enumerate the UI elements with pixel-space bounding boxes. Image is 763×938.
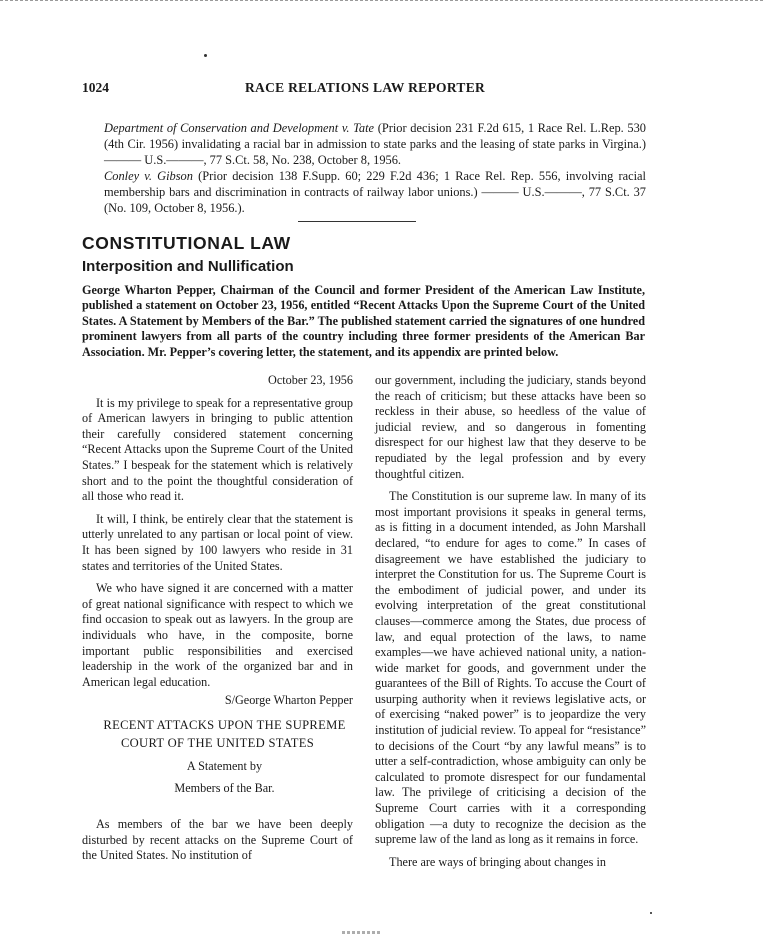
page-number: 1024 bbox=[82, 80, 109, 95]
right-column bbox=[375, 373, 646, 877]
statement-heading: RECENT ATTACKS UPON THE SUPREME COURT OF THE UNITED STATES bbox=[103, 717, 346, 750]
left-column bbox=[82, 373, 353, 871]
paragraph: our government, including the judiciary, stands beyond the reach of criticism; but these attacks have been so reckless in their abuse, so heedless of the value of judicial review, and so dangerous in fomenting disrespect for our highest law that they deserve to be repudiated by the legal profession and by every thoughtful citizen. bbox=[375, 373, 646, 481]
stray-mark bbox=[650, 912, 652, 914]
citation-entry bbox=[104, 120, 646, 168]
case-name: Department of Conservation and Development v. Tate bbox=[104, 121, 375, 135]
paragraph: The Constitution is our supreme law. In many of its most important provisions it speaks in general terms, as is fitting in a document intended, as John Marshall declared, “to endure for ages to come.” In cases of disagreement we have established the judiciary to interpret the Constitution for us. The Supreme Court is the embodiment of judicial power, and under its evolving interpretation of the great constitutional clauses—commerce among the States, due process of law, and equal protection of the laws, to name examples—we have achieved national unity, a nation-wide market for goods, and government under the guarantees of the Bill of Rights. To accuse the Court of usurping authority when it reviews legislative acts, or of exercising “naked power” is to jeopardize the very institution of judicial review. To appeal for “resistance” to decisions of the Court “by any lawful means” is to utter a self-contradiction, whose ambiguity can only be calculated to promote disrespect for our fundamental law. The privilege of criticising a decision of the Supreme Court carries with it a corresponding obligation —a duty to recognize the decision as the supreme law of the land as long as it remains in force. bbox=[375, 489, 646, 847]
section-title: CONSTITUTIONAL LAW bbox=[82, 233, 291, 253]
section-divider bbox=[298, 221, 416, 222]
running-title: RACE RELATIONS LAW REPORTER bbox=[245, 80, 486, 95]
case-name: Conley v. Gibson bbox=[104, 169, 193, 183]
intro-paragraph: George Wharton Pepper, Chairman of the Council and former President of the American Law Institute, published a statement on October 23, 1956, entitled “Recent Attacks Upon the Supreme Court of the United States. A Statement by Members of the Bar.” The published statement carried the signatures of one hundred prominent lawyers from all parts of the country including three former presidents of the American Bar Association. Mr. Pepper’s covering letter, the statement, and its appendix are printed below. bbox=[82, 283, 645, 359]
stray-mark bbox=[204, 54, 207, 57]
paragraph: There are ways of bringing about changes in bbox=[389, 854, 606, 869]
citation-text: (Prior decision 231 F.2d 615, 1 Race Rel. L.Rep. 530 (4th Cir. 1956) invalidating a racial bar in admission to state parks and the leasing of state parks in Virgina.) ——— U.S.———, 77 S.Ct. 58, No. 238, October 8, 1956. bbox=[104, 121, 647, 167]
citation-text: (Prior decision 138 F.Supp. 60; 229 F.2d 436; 1 Race Rel. Rep. 556, involving racial membership bars and discrimination in contracts of railway labor unions.) ——— U.S.———, 77 S.Ct. 37 (No. 109, October 8, 1956.). bbox=[104, 169, 646, 215]
paragraph: As members of the bar we have been deeply disturbed by recent attacks on the Supreme Court of the United States. No institution of bbox=[82, 817, 353, 863]
citation-entry bbox=[104, 168, 646, 216]
statement-members: Members of the Bar. bbox=[174, 781, 275, 796]
scan-artifact bbox=[342, 931, 382, 934]
signature: S/George Wharton Pepper bbox=[224, 693, 353, 708]
paragraph: It will, I think, be entirely clear that the statement is utterly unrelated to any partisan or local point of view. It has been signed by 100 lawyers who reside in 31 states and territories of the United States. bbox=[82, 511, 353, 573]
paragraph: It is my privilege to speak for a representative group of American lawyers in bringing to public attention their carefully considered statement concerning “Recent Attacks upon the Supreme Court of the United States.” I bespeak for the statement which is relatively short and to the point the thoughtful consideration of all those who read it. bbox=[82, 395, 353, 504]
statement-by: A Statement by bbox=[186, 758, 263, 773]
letter-date: October 23, 1956 bbox=[268, 373, 353, 387]
paragraph: We who have signed it are concerned with a matter of great national significance with respect to which we find occasion to speak out as lawyers. In the group are individuals who have, in the composite, borne important public responsibilities and exercised leadership in the work of the organized bar and in American legal education. bbox=[82, 581, 353, 689]
section-subtitle: Interposition and Nullification bbox=[82, 258, 294, 275]
page-top-edge bbox=[0, 0, 763, 1]
